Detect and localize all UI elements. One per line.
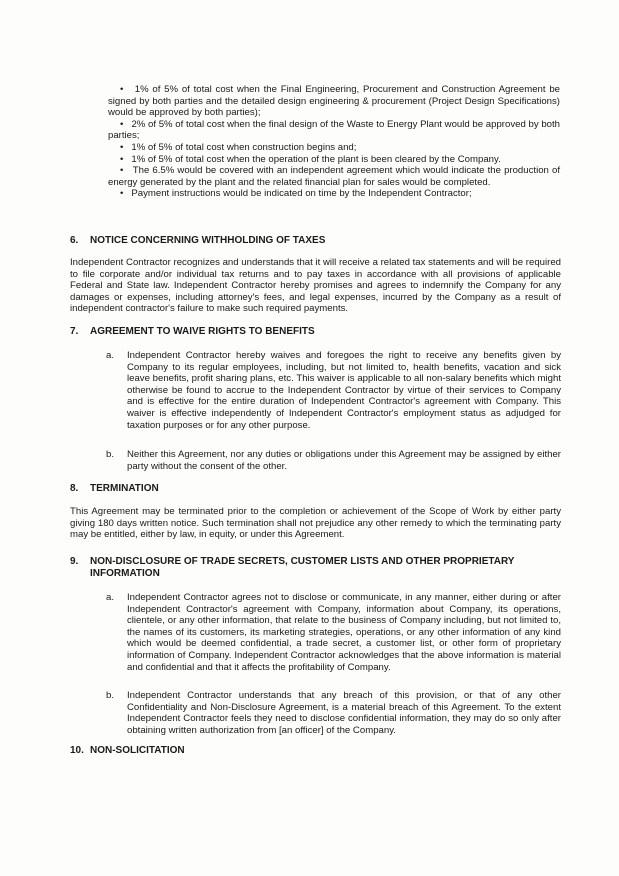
section-6-body: Independent Contractor recognizes and understands that it will receive a related tax statements and will be required to file corporate and/or individual tax returns and to pay taxes in accordance with all provisions of applicable Federal and State law. Independent Contractor hereby promises and agrees to indemnify the Company for any damages or expenses, including attorney's fees, and legal expenses, incurred by the Company as a result of independent contractor's failure to make such required payments. xyxy=(70,257,561,315)
item-text: Independent Contractor agrees not to disclose or communicate, in any manner, either during or after Independent Contractor's agreement with Company, information about Company, its operations, clientele, or any other information, that relate to the business of Company including, but not limited to, the names of its customers, its marketing strategies, operations, or any other information of any kind which would be deemed confidential, a trade secret, a customer list, or other form of proprietary information of Company. Independent Contractor acknowledges that the above information is material and confidential and that it affects the profitability of Company. xyxy=(127,592,561,673)
payment-bullet-list xyxy=(108,84,560,200)
section-number: 10. xyxy=(70,745,84,756)
bullet-item: • 1% of 5% of total cost when construction begins and; xyxy=(108,142,560,154)
section-7-item-a xyxy=(106,350,561,431)
item-letter: a. xyxy=(106,592,115,603)
section-title: NOTICE CONCERNING WITHHOLDING OF TAXES xyxy=(90,235,326,246)
section-8-body: This Agreement may be terminated prior to the completion or achievement of the Scope of Work by either party giving 180 days written notice. Such termination shall not prejudice any other remedy to which the terminating party may be entitled, either by law, in equity, or under this Agreement. xyxy=(70,506,561,541)
section-7-heading xyxy=(70,326,315,338)
bullet-item: • 1% of 5% of total cost when the operation of the plant is been cleared by the Company. xyxy=(108,154,560,166)
section-title: AGREEMENT TO WAIVE RIGHTS TO BENEFITS xyxy=(90,326,315,337)
section-title: NON-SOLICITATION xyxy=(90,745,185,756)
bullet-item: • The 6.5% would be covered with an independent agreement which would indicate the production of energy generated by the plant and the related financial plan for sales would be completed. xyxy=(108,165,560,188)
section-title: TERMINATION xyxy=(90,483,159,494)
section-9-item-a xyxy=(106,592,561,673)
section-9-item-b xyxy=(106,690,561,736)
section-title-line-1: NON-DISCLOSURE OF TRADE SECRETS, CUSTOMER LISTS AND OTHER PROPRIETARY xyxy=(90,556,515,567)
section-7-item-b xyxy=(106,449,561,472)
item-text: Independent Contractor hereby waives and foregoes the right to receive any benefits given by Company to its regular employees, including, but not limited to, health benefits, vacation and sick leave benefits, profit sharing plans, etc. This waiver is applicable to all non-salary benefits which might otherwise be found to accrue to the Independent Contractor by virtue of their services to Company and is effective for the entire duration of Independent Contractor's agreement with Company. This waiver is effective independently of Independent Contractor's employment status as adjudged for taxation purposes or for any other purpose. xyxy=(127,350,561,431)
item-text: Neither this Agreement, nor any duties or obligations under this Agreement may be assigned by either party without the consent of the other. xyxy=(127,449,561,472)
item-text: Independent Contractor understands that any breach of this provision, or that of any other Confidentiality and Non-Disclosure Agreement, is a material breach of this Agreement. To the extent Independent Contractor feels they need to disclose confidential information, they may do so only after obtaining written authorization from [an officer] of the Company. xyxy=(127,690,561,736)
section-number: 9. xyxy=(70,556,79,567)
section-number: 7. xyxy=(70,326,79,337)
bullet-item: • 2% of 5% of total cost when the final design of the Waste to Energy Plant would be approved by both parties; xyxy=(108,119,560,142)
bullet-item: • Payment instructions would be indicated on time by the Independent Contractor; xyxy=(108,188,560,200)
bullet-item: • 1% of 5% of total cost when the Final Engineering, Procurement and Construction Agreement be signed by both parties and the detailed design engineering & procurement (Project Design Specifications) would be approved by both parties); xyxy=(108,84,560,119)
section-6-heading xyxy=(70,235,325,247)
item-letter: b. xyxy=(106,690,115,701)
section-8-heading xyxy=(70,483,159,495)
section-title-line-2: INFORMATION xyxy=(90,568,160,579)
section-number: 6. xyxy=(70,235,79,246)
item-letter: a. xyxy=(106,350,115,361)
section-10-heading xyxy=(70,745,185,757)
section-9-heading xyxy=(70,556,514,580)
section-number: 8. xyxy=(70,483,79,494)
item-letter: b. xyxy=(106,449,115,460)
